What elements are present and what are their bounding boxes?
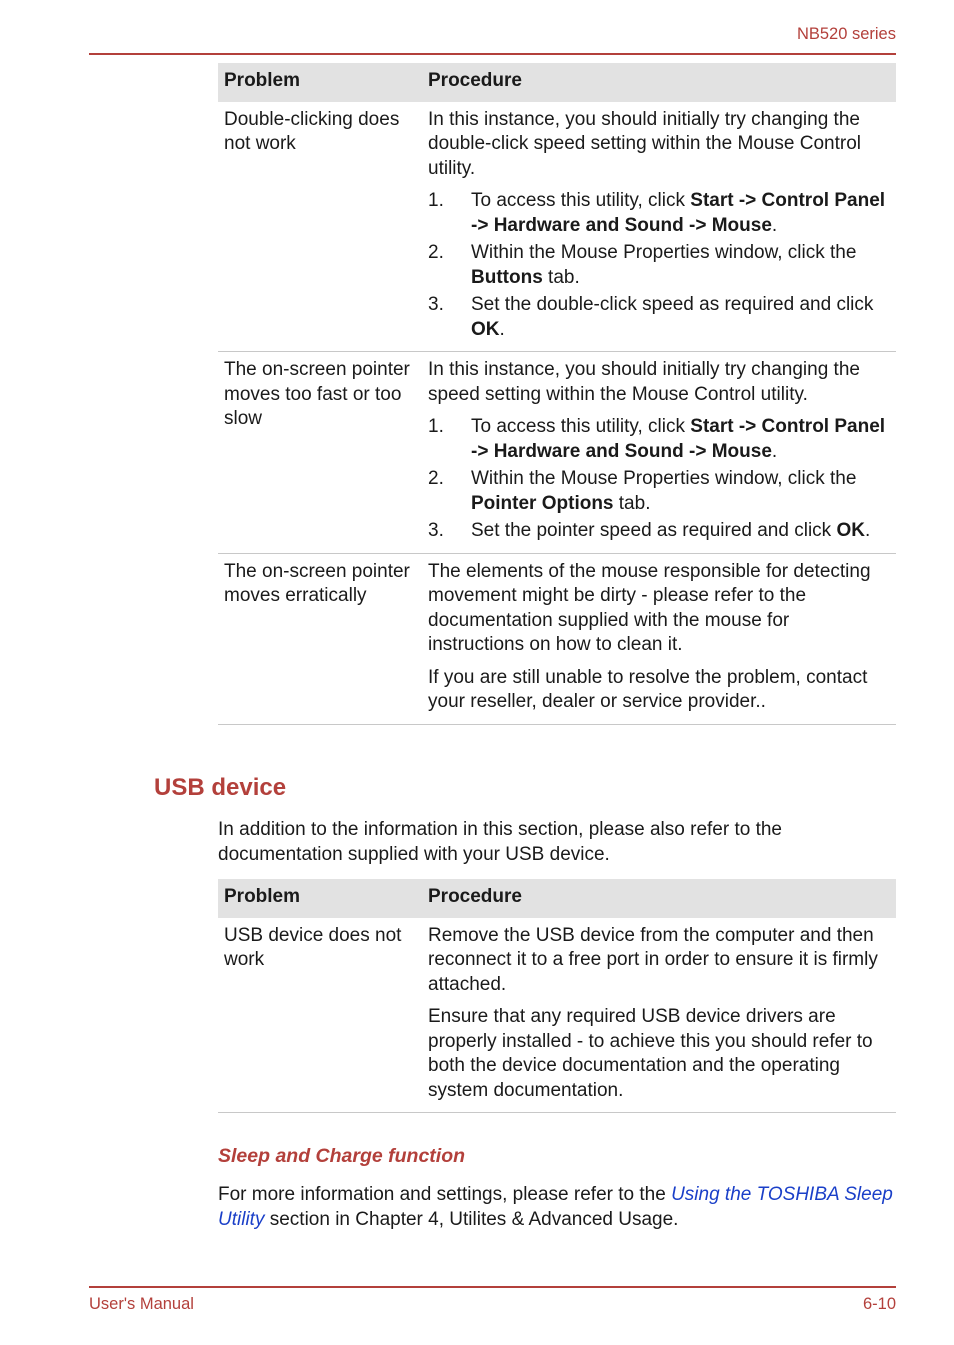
procedure-paragraph: Remove the USB device from the computer and then reconnect it to a free port in order to ensure it is firmly attached. — [428, 924, 878, 995]
sleep-utility-link[interactable]: Using the TOSHIBA Sleep Utility — [218, 1184, 893, 1230]
procedure-cell — [422, 102, 896, 352]
table-header-row — [218, 63, 896, 102]
procedure-paragraph: If you are still unable to resolve the problem, contact your reseller, dealer or service provider.. — [428, 666, 868, 712]
step-item: 2. Within the Mouse Properties window, click the Buttons tab. — [428, 242, 857, 288]
problem-cell: The on-screen pointer moves erratically — [218, 553, 422, 724]
table-row — [218, 102, 896, 352]
section-title-usb: USB device — [154, 774, 287, 801]
problem-cell: Double-clicking does not work — [218, 102, 422, 352]
subsection-title-sleep: Sleep and Charge function — [218, 1145, 466, 1167]
step-item: 3. Set the pointer speed as required and click OK. — [428, 520, 871, 541]
procedure-cell — [422, 553, 896, 724]
procedure-paragraph: Ensure that any required USB device drivers are properly installed - to achieve this you should refer to both the device documentation and the operating system documentation. — [428, 1006, 873, 1101]
procedure-cell — [422, 352, 896, 554]
col-header-problem: Problem — [218, 63, 422, 102]
procedure-steps — [428, 415, 890, 544]
page-number: 6-10 — [862, 1295, 896, 1313]
step-item: 3. Set the double-click speed as required and click OK. — [428, 294, 874, 340]
table-row — [218, 918, 896, 1113]
step-item: 1. To access this utility, click Start -> Control Panel -> Hardware and Sound -> Mouse. — [428, 416, 886, 462]
procedure-steps — [428, 189, 890, 342]
col-header-procedure: Procedure — [422, 879, 896, 918]
problem-cell: USB device does not work — [218, 918, 422, 1113]
table-row — [218, 352, 896, 554]
procedure-cell — [422, 918, 896, 1113]
header-series: NB520 series — [796, 25, 896, 43]
footer-manual-title: User's Manual — [89, 1295, 194, 1313]
footer-rule — [89, 1286, 896, 1288]
mouse-trouble-table — [218, 63, 896, 725]
col-header-procedure: Procedure — [422, 63, 896, 102]
procedure-intro: In this instance, you should initially try changing the double-click speed setting within the Mouse Control utility. — [428, 108, 862, 179]
header-rule — [89, 53, 896, 55]
procedure-paragraph: The elements of the mouse responsible for detecting movement might be dirty - please refer to the documentation supplied with the mouse for instructions on how to clean it. — [428, 560, 871, 655]
step-item: 2. Within the Mouse Properties window, click the Pointer Options tab. — [428, 468, 857, 514]
procedure-intro: In this instance, you should initially try changing the speed setting within the Mouse Control utility. — [428, 359, 860, 405]
table-header-row — [218, 879, 896, 918]
usb-trouble-table — [218, 879, 896, 1113]
usb-intro: In addition to the information in this section, please also refer to the documentation supplied with your USB device. — [218, 819, 782, 865]
sleep-paragraph: For more information and settings, please refer to the Using the TOSHIBA Sleep Utility section in Chapter 4, Utilites & Advanced Usage. — [218, 1184, 893, 1230]
problem-cell: The on-screen pointer moves too fast or too slow — [218, 352, 422, 554]
step-item: 1. To access this utility, click Start -> Control Panel -> Hardware and Sound -> Mouse. — [428, 190, 886, 236]
col-header-problem: Problem — [218, 879, 422, 918]
table-row — [218, 553, 896, 724]
